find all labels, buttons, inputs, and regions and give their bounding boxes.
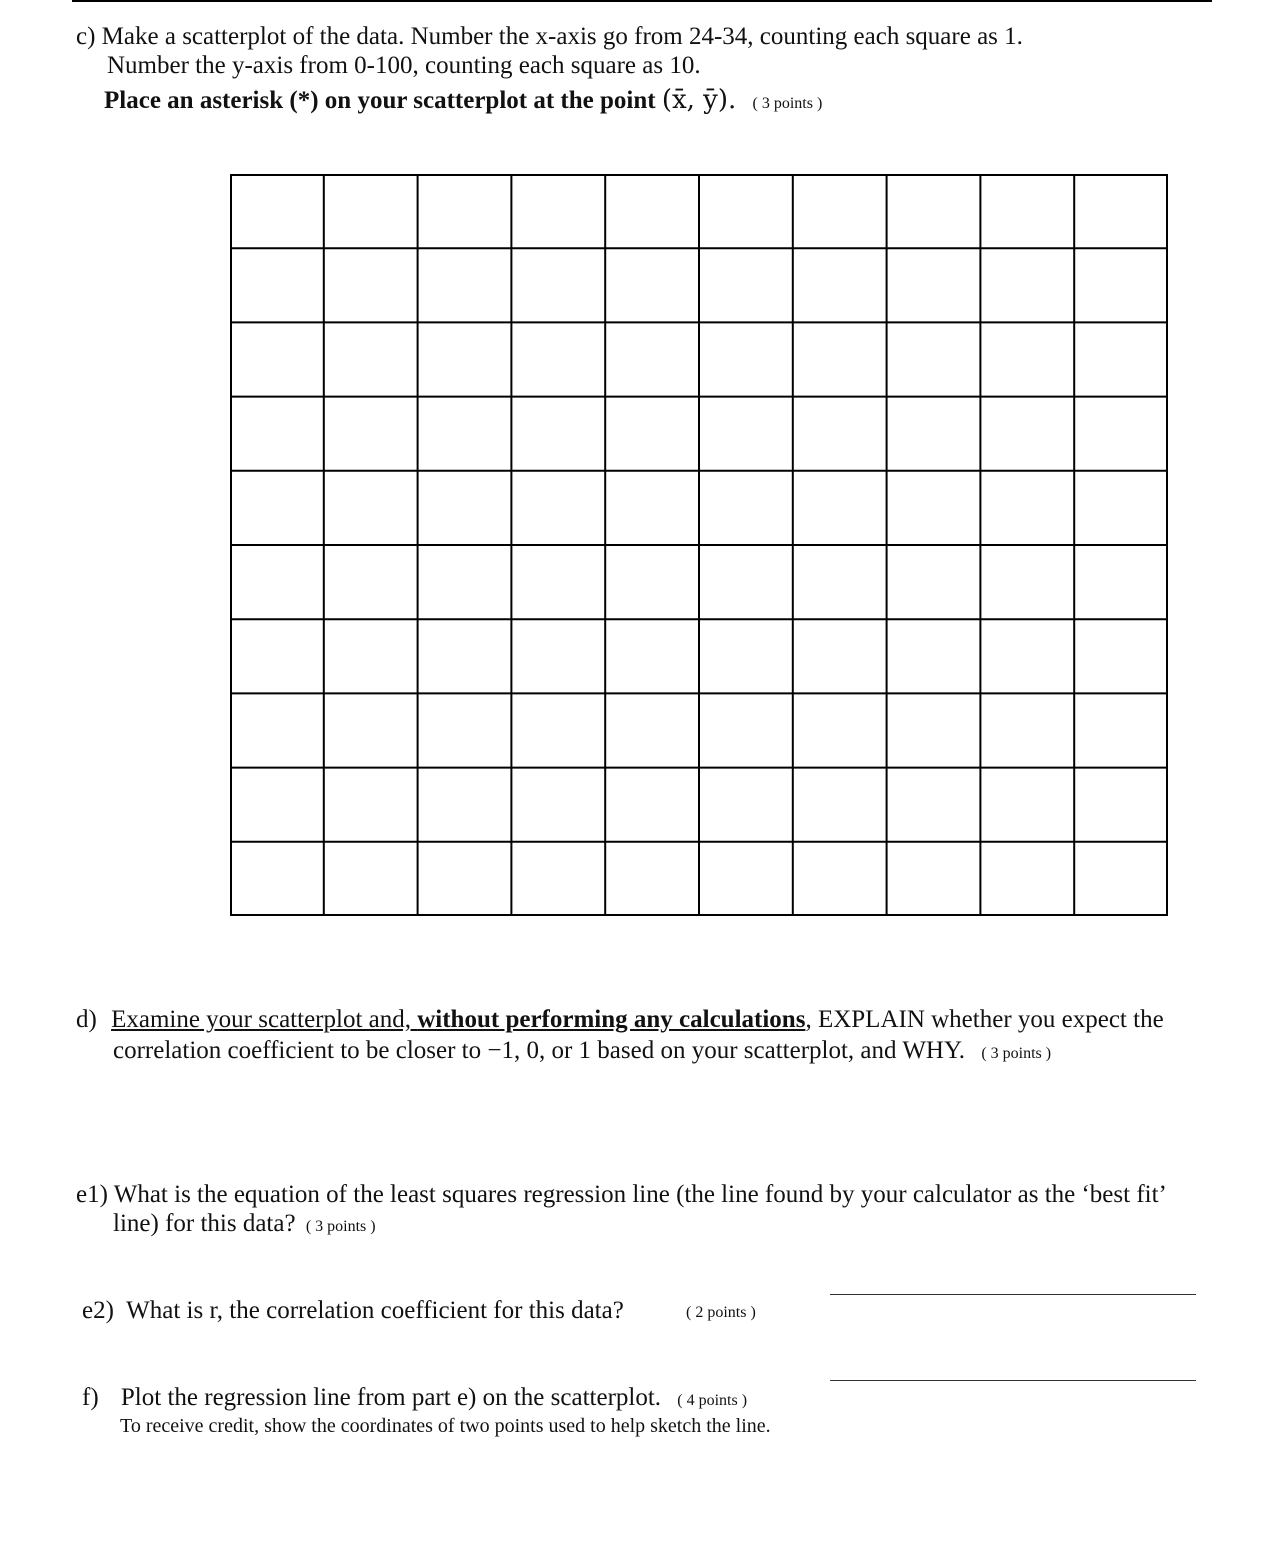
part-f-points: ( 4 points ) [677, 1392, 748, 1409]
part-e1-text2: line) for this data? [113, 1210, 296, 1237]
part-c-line3 [104, 85, 822, 119]
part-d-label: d) [76, 1006, 97, 1033]
part-c-text1: Make a scatterplot of the data. Number the x-axis go from 24-34, counting each square as 1. [101, 23, 1023, 50]
part-e2-line [82, 1296, 624, 1326]
part-f-text: Plot the regression line from part e) on the scatterplot. [120, 1384, 662, 1411]
grid-svg [230, 174, 1168, 916]
part-d-text2: correlation coefficient to be closer to −1, 0, or 1 based on your scatterplot, and WHY. [113, 1037, 966, 1064]
part-d-line1 [76, 1005, 1164, 1035]
e2-answer-line[interactable] [830, 1380, 1196, 1381]
part-e2-text: What is r, the correlation coefficient for this data? [126, 1297, 624, 1324]
part-c-points: ( 3 points ) [752, 95, 823, 112]
e1-answer-line[interactable] [830, 1294, 1196, 1295]
part-e1-text1: What is the equation of the least squares regression line (the line found by your calculator as the ‘best fit’ [113, 1181, 1167, 1208]
part-e2-points: ( 2 points ) [686, 1304, 756, 1321]
part-c-line1 [76, 22, 1023, 52]
part-e1-points: ( 3 points ) [305, 1218, 376, 1235]
part-e1-line1 [76, 1180, 1167, 1210]
part-c-instruction: Place an asterisk (*) on your scatterplot at the point [104, 87, 656, 114]
part-d-points: ( 3 points ) [981, 1045, 1052, 1062]
part-e1-label: e1) [76, 1181, 108, 1208]
mean-point-expression: (x̄, ȳ). [661, 85, 737, 115]
part-d-text-bold: without performing any calculations [417, 1006, 806, 1033]
part-f-subtext: To receive credit, show the coordinates of two points used to help sketch the line. [120, 1415, 771, 1437]
part-d-text-underlined: Examine your scatterplot and, [111, 1006, 418, 1033]
part-d-line2 [113, 1036, 1051, 1069]
part-c-line2: Number the y-axis from 0-100, counting each square as 10. [107, 52, 701, 79]
top-rule [72, 0, 1212, 2]
part-e1-line2 [113, 1209, 376, 1242]
part-f-label: f) [82, 1384, 99, 1411]
scatterplot-grid[interactable] [230, 174, 1168, 916]
part-e2-label: e2) [82, 1297, 114, 1324]
part-c-label: c) [76, 23, 96, 50]
part-d-text-rest: , EXPLAIN whether you expect the [805, 1006, 1164, 1033]
